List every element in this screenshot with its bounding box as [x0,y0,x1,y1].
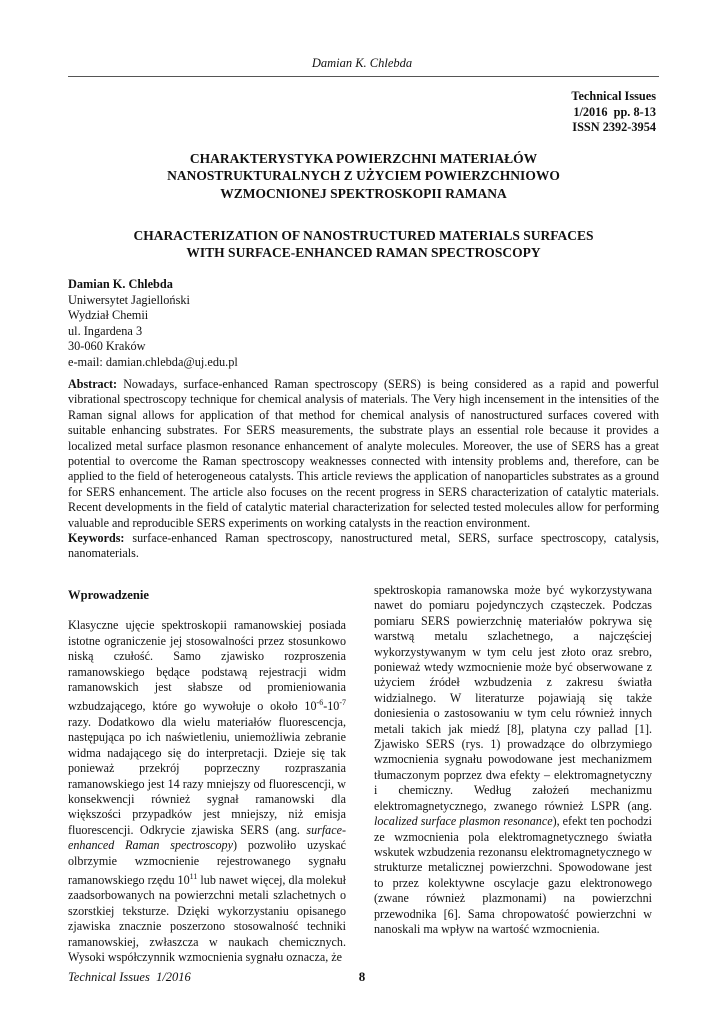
title-english-line: CHARACTERIZATION OF NANOSTRUCTURED MATERIALS SURFACES [133,228,594,243]
exponent: 11 [189,871,198,881]
exponent: -7 [339,698,346,708]
author-name: Damian K. Chlebda [68,277,173,291]
abstract-text: Nowadays, surface-enhanced Raman spectroscopy (SERS) is being considered as a rapid and powerful vibrational spectroscopy technique for chemical analysis of materials. The Very high incensement in the intensities of the Raman signal allows for application of that method for chemical analysis of nanostructured surfaces covered with suitable enhancing substrates. For SERS measurements, the substrate plays an essential role because it provides a localized metal surface plasmon resonance enhancement of analyte molecules. Moreover, the use of SERS has a great potential to overcome the Raman spectroscopy weaknesses connected with intensity problems and, therefore, can be applied to the field of heterogeneous catalysts. This article reviews the application of nanoparticles substrates as a ground for SERS enhancement. The article also focuses on the recent progress in SERS characterization of catalytic materials. Recent developments in the field of catalytic material characterization for selected tested molecules allow for performing valuable and reproducible SERS experiments on working catalysts in the reaction environment. [68,377,659,530]
author-affiliation [68,277,238,371]
journal-issue-pages: 1/2016 pp. 8-13 [573,104,656,119]
author-city: 30-060 Kraków [68,339,146,354]
intro-text: Klasyczne ujęcie spektroskopii ramanowskiej posiada istotne ograniczenie jej stosowalności przez stosunkowo niską czułość. Samo zjawisko rozproszenia ramanowskiego będące podstawą rejestracji widm ramanowskich jest słabsze od promieniowania wzbudzającego, które go wywołuje o około 10 [68,618,346,714]
author-university: Uniwersytet Jagielloński [68,292,190,307]
journal-issn: ISSN 2392-3954 [572,120,656,134]
footer-page-number: 8 [358,969,366,984]
intro-text: -10 [323,699,340,714]
keywords-label: Keywords: [68,531,125,545]
keywords-text: surface-enhanced Raman spectroscopy, nanostructured metal, SERS, surface spectroscopy, catalysis, nanomaterials. [68,531,659,561]
title-polish [68,150,659,202]
title-english [68,227,659,262]
footer-journal-issue: Technical Issues 1/2016 [68,970,191,984]
journal-info [571,89,656,136]
title-english-line: WITH SURFACE-ENHANCED RAMAN SPECTROSCOPY [186,245,541,261]
intro-text: ), efekt ten pochodzi ze wzmocnienia pola elektromagnetycznego światła wskutek wzbudzenia rezonansu elektromagnetycznego w strukturze metalicznej powierzchni. Spowodowane jest to przez kolektywne oscylacje gazu elektronowego (zwane również plazmonami) na powierzchni przewodnika [6]. Sama chropowatość powierzchni w nanoskali ma wpływ na wartość wzmocnienia. [374,814,652,936]
intro-paragraph [68,618,346,965]
column-left [68,588,346,965]
title-polish-line: CHARAKTERYSTYKA POWIERZCHNI MATERIAŁÓW [189,151,538,166]
intro-text: spektroskopia ramanowska może być wykorzystywana nawet do pomiaru pojedynczych cząsteczek. Podczas pomiaru SERS powierzchnię materiałów pokrywa się warstwą metalu szlachetnego, a najczęściej wykorzystywanym w tym celu jest złoto oraz srebro, ponieważ wtedy wzmocnienie może być obserwowane z użyciem źródeł wzbudzenia z zakresu światła widzialnego. W literaturze pojawiają się także doniesienia o zastosowaniu w tym celu również innych metali takich jak miedź [8], platyna czy pallad [1]. Zjawisko SERS (rys. 1) prowadzące do olbrzymiego wzmocnienia sygnału powodowane jest mechanizmem tłumaczonym poprzez dwa efekty – elektromagnetyczny i chemiczny. Według założeń mechanizmu elektromagnetycznego, zwanego również LSPR (ang. [374,583,652,813]
column-right [374,583,652,937]
exponent: -6 [316,698,324,708]
title-polish-line: NANOSTRUKTURALNYCH Z UŻYCIEM POWIERZCHNIOWO [167,168,560,184]
intro-text: razy. Dodatkowo dla wielu materiałów fluorescencja, następująca po ich naświetleniu, uniemożliwia zebranie widma nadającego się do interpretacji. Dzieje się tak ponieważ przekrój poprzeczny rozpraszania ramanowskiego jest 14 razy mniejszy od fluorescencji, w konsekwencji również sygnał ramanowski dla większości przypadków jest mniejszy, niż emisja fluorescencji. Odkrycie zjawiska SERS (ang. [68,714,346,837]
running-header-author: Damian K. Chlebda [311,56,413,70]
abstract [68,377,659,531]
intro-text: lub nawet więcej, dla molekuł zaadsorbowanych na powierzchni metali szlachetnych o szorstkiej teksturze. Dzięki wykorzystaniu opisanego zjawiska znacznie poszerzono stosowalność techniki ramanowskiej, zwłaszcza w naukach chemicznych. Wysoki współczynnik wzmocnienia sygnału oznacza, że [68,872,346,964]
author-faculty: Wydział Chemii [68,308,149,323]
author-email: e-mail: damian.chlebda@uj.edu.pl [68,354,238,369]
intro-text: ) pozwoliło uzyskać olbrzymie wzmocnienie rejestrowanego sygnału ramanowskiego rzędu 10 [68,838,346,887]
author-street: ul. Ingardena 3 [68,323,143,338]
intro-italic-term: localized surface plasmon resonance [374,814,553,829]
keywords [68,531,659,562]
intro-italic-term: surface-enhanced Raman spectroscopy [68,822,346,853]
journal-name: Technical Issues [571,89,656,103]
title-polish-line: WZMOCNIONEJ SPEKTROSKOPII RAMANA [220,185,507,201]
intro-paragraph-continued [374,583,652,937]
header-divider [68,76,659,77]
section-heading: Wprowadzenie [68,588,149,602]
abstract-label: Abstract: [68,377,118,391]
